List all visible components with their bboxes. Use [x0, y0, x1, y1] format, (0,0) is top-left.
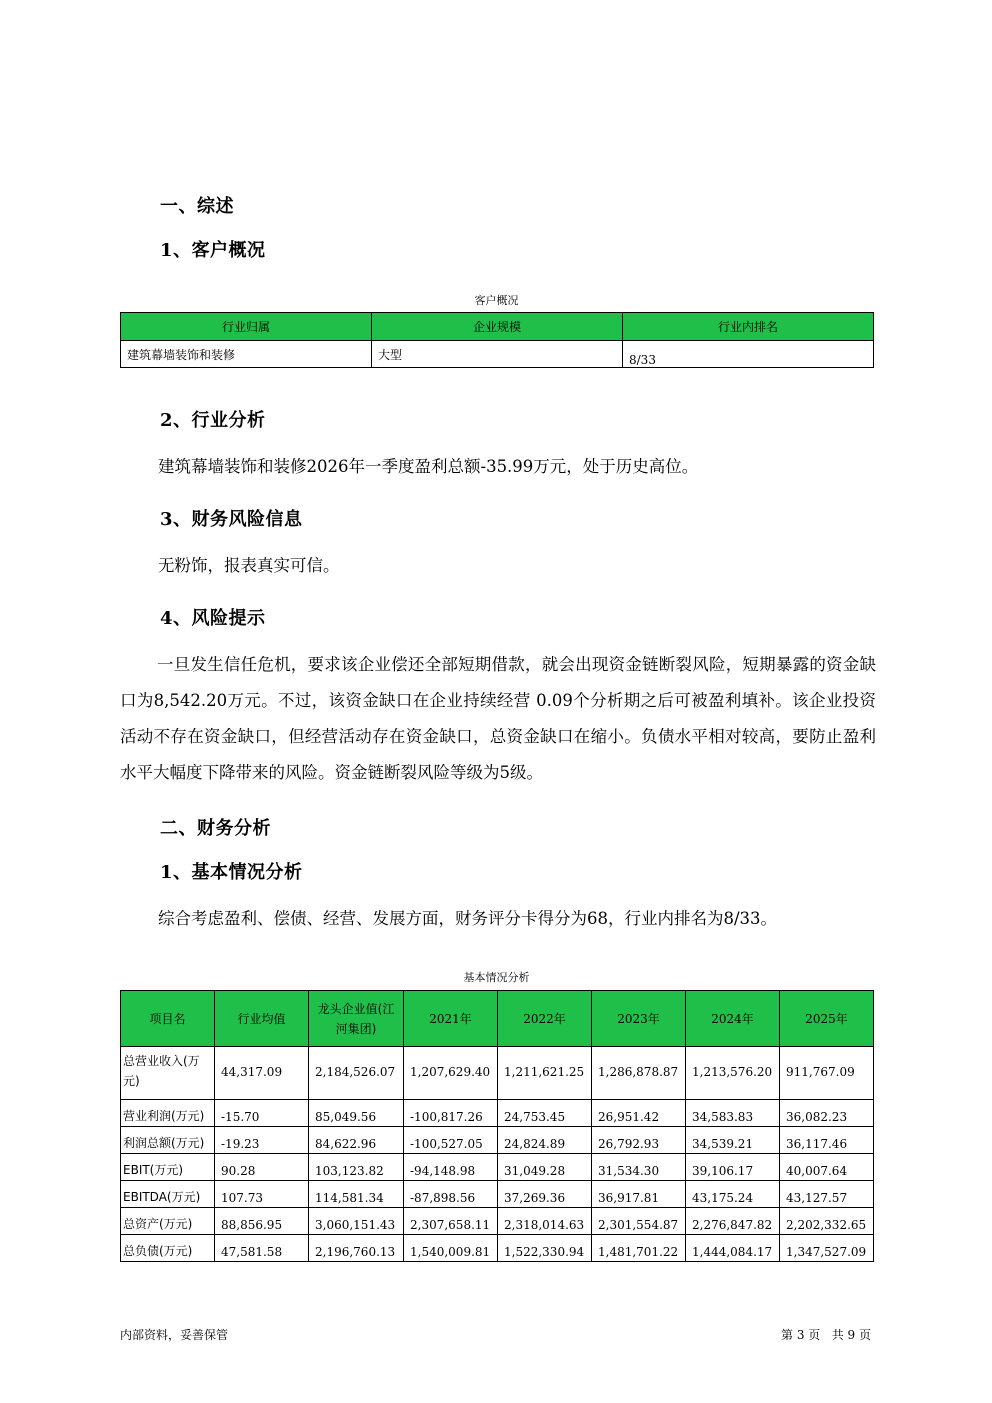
table-cell: 1,347,527.09 — [780, 1235, 874, 1262]
header-company-size: 企业规模 — [372, 313, 623, 341]
row-label: 营业利润(万元) — [121, 1100, 215, 1127]
table-cell: 2,307,658.11 — [404, 1208, 498, 1235]
table-cell: 36,082.23 — [780, 1100, 874, 1127]
table-cell: -15.70 — [215, 1100, 309, 1127]
table-cell: 2,202,332.65 — [780, 1208, 874, 1235]
customer-table-caption: 客户概况 — [474, 294, 519, 307]
table-cell: -87,898.56 — [404, 1181, 498, 1208]
table-cell: 2,276,847.82 — [686, 1208, 780, 1235]
table-cell: 36,117.46 — [780, 1127, 874, 1154]
table-cell: 40,007.64 — [780, 1154, 874, 1181]
header-industry: 行业归属 — [121, 313, 372, 341]
section-title-financial-analysis: 二、财务分析 — [160, 818, 271, 839]
header-year-2022: 2022年 — [498, 991, 592, 1047]
table-cell: 1,213,576.20 — [686, 1047, 780, 1100]
header-year-2023: 2023年 — [592, 991, 686, 1047]
header-industry-average: 行业均值 — [215, 991, 309, 1047]
table-row — [121, 1208, 874, 1235]
basic-analysis-text: 综合考虑盈利、偿债、经营、发展方面，财务评分卡得分为68，行业内排名为8/33。 — [158, 909, 778, 928]
subsection-title-customer-overview: 1、客户概况 — [160, 240, 266, 261]
table-row — [121, 1235, 874, 1262]
table-cell: 1,207,629.40 — [404, 1047, 498, 1100]
table-cell: 1,444,084.17 — [686, 1235, 780, 1262]
table-cell: 1,286,878.87 — [592, 1047, 686, 1100]
table-cell: 36,917.81 — [592, 1181, 686, 1208]
row-label: 总营业收入(万元) — [121, 1047, 215, 1100]
table-cell: 114,581.34 — [309, 1181, 404, 1208]
table-cell: 24,753.45 — [498, 1100, 592, 1127]
header-year-2025: 2025年 — [780, 991, 874, 1047]
row-label: 利润总额(万元) — [121, 1127, 215, 1154]
table-cell: 85,049.56 — [309, 1100, 404, 1127]
table-cell: 26,951.42 — [592, 1100, 686, 1127]
row-label: 总资产(万元) — [121, 1208, 215, 1235]
row-label: EBITDA(万元) — [121, 1181, 215, 1208]
subsection-title-basic-analysis: 1、基本情况分析 — [160, 862, 303, 883]
header-industry-rank: 行业内排名 — [623, 313, 874, 341]
cell-company-size: 大型 — [372, 341, 623, 368]
table-cell: 1,522,330.94 — [498, 1235, 592, 1262]
table-header-row — [121, 991, 874, 1047]
header-year-2024: 2024年 — [686, 991, 780, 1047]
subsection-title-risk-warning: 4、风险提示 — [160, 608, 266, 629]
table-row — [121, 1100, 874, 1127]
footer-page-number: 第 3 页 共 9 页 — [781, 1328, 871, 1342]
table-cell: 1,211,621.25 — [498, 1047, 592, 1100]
basic-analysis-table — [120, 990, 874, 1262]
table-cell: 26,792.93 — [592, 1127, 686, 1154]
table-row — [121, 341, 874, 368]
customer-overview-table — [120, 312, 874, 368]
table-cell: 2,318,014.63 — [498, 1208, 592, 1235]
table-cell: 31,049.28 — [498, 1154, 592, 1181]
table-cell: 90.28 — [215, 1154, 309, 1181]
table-cell: 43,127.57 — [780, 1181, 874, 1208]
header-year-2021: 2021年 — [404, 991, 498, 1047]
table-cell: 24,824.89 — [498, 1127, 592, 1154]
table-cell: -19.23 — [215, 1127, 309, 1154]
financial-risk-text: 无粉饰，报表真实可信。 — [158, 556, 340, 575]
section-title-overview: 一、综述 — [160, 196, 234, 217]
table-cell: 1,540,009.81 — [404, 1235, 498, 1262]
table-cell: 44,317.09 — [215, 1047, 309, 1100]
subsection-title-financial-risk: 3、财务风险信息 — [160, 509, 303, 530]
table-row — [121, 1154, 874, 1181]
table-header-row — [121, 313, 874, 341]
footer-confidential-note: 内部资料，妥善保管 — [120, 1328, 229, 1342]
table-cell: 2,301,554.87 — [592, 1208, 686, 1235]
table-cell: 39,106.17 — [686, 1154, 780, 1181]
table-cell: 37,269.36 — [498, 1181, 592, 1208]
table-cell: 47,581.58 — [215, 1235, 309, 1262]
industry-analysis-text: 建筑幕墙装饰和装修2026年一季度盈利总额-35.99万元，处于历史高位。 — [158, 457, 699, 476]
table-cell: 2,184,526.07 — [309, 1047, 404, 1100]
table-cell: 3,060,151.43 — [309, 1208, 404, 1235]
table-cell: 911,767.09 — [780, 1047, 874, 1100]
table-cell: -100,817.26 — [404, 1100, 498, 1127]
cell-industry-rank: 8/33 — [623, 341, 874, 368]
row-label: EBIT(万元) — [121, 1154, 215, 1181]
table-cell: 34,539.21 — [686, 1127, 780, 1154]
subsection-title-industry-analysis: 2、行业分析 — [160, 410, 266, 431]
row-label: 总负债(万元) — [121, 1235, 215, 1262]
table-cell: 2,196,760.13 — [309, 1235, 404, 1262]
table-cell: 34,583.83 — [686, 1100, 780, 1127]
cell-industry: 建筑幕墙装饰和装修 — [121, 341, 372, 368]
table-cell: 1,481,701.22 — [592, 1235, 686, 1262]
table-row — [121, 1127, 874, 1154]
basic-table-caption: 基本情况分析 — [463, 971, 530, 984]
table-cell: 103,123.82 — [309, 1154, 404, 1181]
table-cell: -94,148.98 — [404, 1154, 498, 1181]
header-leader-value: 龙头企业值(江河集团) — [309, 991, 404, 1047]
table-cell: 107.73 — [215, 1181, 309, 1208]
table-cell: 43,175.24 — [686, 1181, 780, 1208]
table-cell: 31,534.30 — [592, 1154, 686, 1181]
table-row — [121, 1181, 874, 1208]
risk-warning-text: 一旦发生信任危机，要求该企业偿还全部短期借款，就会出现资金链断裂风险，短期暴露的资金缺口为8,542.20万元。不过，该资金缺口在企业持续经营 0.09个分析期之后可被盈利填补。该企业投资活动不存在资金缺口，但经营活动存在资金缺口，总资金缺口在缩小。负债水平相对较高，要防止盈利水平大幅度下降带来的风险。资金链断裂风险等级为5级。 — [120, 655, 876, 782]
table-row — [121, 1047, 874, 1100]
table-cell: 84,622.96 — [309, 1127, 404, 1154]
header-item: 项目名 — [121, 991, 215, 1047]
table-cell: -100,527.05 — [404, 1127, 498, 1154]
table-cell: 88,856.95 — [215, 1208, 309, 1235]
